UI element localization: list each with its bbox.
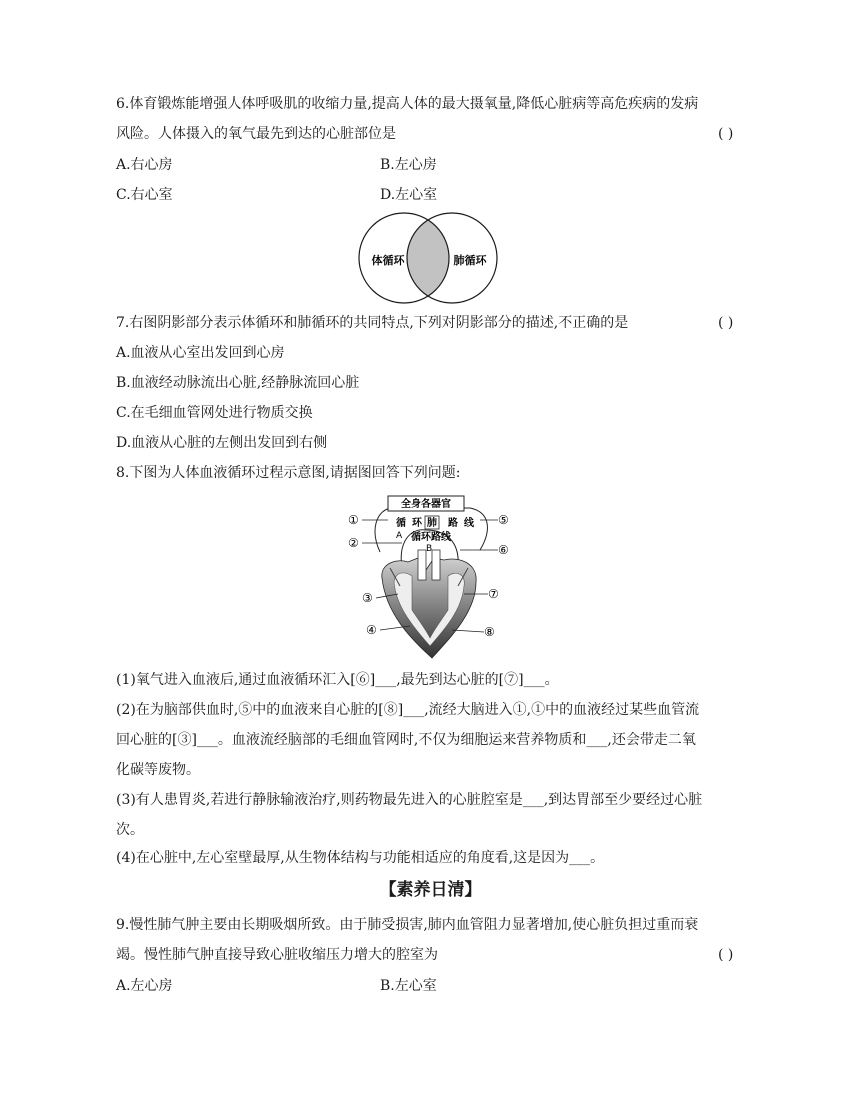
- q8-stem: 8.下图为人体血液循环过程示意图,请据图回答下列问题:: [116, 465, 461, 481]
- q6-stem-line1: 6.体育锻炼能增强人体呼吸肌的收缩力量,提高人体的最大摄氧量,降低心脏病等高危疾病的发病: [116, 96, 699, 112]
- marker-4: ④: [366, 623, 377, 637]
- q7-option-c: C.在毛细血管网处进行物质交换: [116, 405, 313, 421]
- q6-option-c: C.右心室: [116, 187, 173, 203]
- q6-option-d: D.左心室: [380, 187, 438, 203]
- q8-sub2-line3: 化碳等废物。: [116, 762, 200, 778]
- route-char-1: 循: [396, 518, 406, 529]
- q9-answer-paren: ( ): [718, 947, 734, 963]
- q9-stem-line2: 竭。慢性肺气肿直接导致心脏收缩压力增大的腔室为: [116, 947, 438, 963]
- q8-sub2-line1: (2)在为脑部供血时,⑤中的血液来自心脏的[⑧]___,流经大脑进入①,①中的血液经过某些血管流: [116, 702, 700, 718]
- marker-8: ⑧: [484, 625, 495, 639]
- q7-option-b: B.血液经动脉流出心脏,经静脉流回心脏: [116, 375, 360, 391]
- q8-sub3-line1: (3)有人患胃炎,若进行静脉输液治疗,则药物最先进入的心脏腔室是___,到达胃部至少要经过心脏: [116, 792, 703, 808]
- marker-2: ②: [348, 536, 359, 550]
- marker-3: ③: [362, 591, 373, 605]
- route-char-4: 线: [464, 518, 474, 529]
- aorta-vessel: [418, 550, 426, 580]
- q8-sub1: (1)氧气进入血液后,通过血液循环汇入[⑥]___,最先到达心脏的[⑦]___。: [116, 672, 559, 688]
- q9-option-a: A.左心房: [116, 978, 173, 994]
- q9-option-b: B.左心室: [380, 978, 437, 994]
- leader-8: [452, 630, 484, 632]
- q7-option-d: D.血液从心脏的左侧出发回到右侧: [116, 435, 328, 451]
- q6-answer-paren: ( ): [718, 126, 734, 142]
- venn-right-label: 肺循环: [453, 254, 487, 267]
- q9-stem-line1: 9.慢性肺气肿主要由长期吸烟所致。由于肺受损害,肺内血管阻力显著增加,使心脏负担过重而衰: [116, 917, 699, 933]
- q7-option-a: A.血液从心室出发回到心房: [116, 345, 285, 361]
- marker-1: ①: [348, 513, 359, 527]
- q8-sub3-line2: 次。: [116, 822, 144, 838]
- route-label-b: B: [426, 544, 433, 554]
- q6-option-a: A.右心房: [116, 157, 173, 173]
- q8-sub4: (4)在心脏中,左心室壁最厚,从生物体结构与功能相适应的角度看,这是因为___。: [116, 850, 605, 866]
- route-char-3: 路: [448, 518, 458, 529]
- pulmonary-vessel: [432, 550, 440, 580]
- route-lower-label: 循环路线: [411, 532, 451, 543]
- q7-stem: 7.右图阴影部分表示体循环和肺循环的共同特点,下列对阴影部分的描述,不正确的是: [116, 315, 629, 331]
- marker-6: ⑥: [498, 543, 509, 557]
- q6-stem-line2: 风险。人体摄入的氧气最先到达的心脏部位是: [116, 126, 396, 142]
- q8-sub2-line2: 回心脏的[③]___。血液流经脑部的毛细血管网时,不仅为细胞运来营养物质和___,还会带走二氧: [116, 732, 696, 748]
- organs-box-label: 全身各器官: [401, 499, 451, 510]
- lung-box-label: 肺: [427, 518, 437, 529]
- route-char-2: 环: [412, 518, 422, 529]
- route-label-a: A: [396, 531, 403, 541]
- section-title: 【素养日清】: [379, 880, 482, 900]
- marker-5: ⑤: [498, 513, 509, 527]
- marker-7: ⑦: [488, 587, 499, 601]
- venn-diagram: [350, 210, 506, 306]
- circulation-diagram: [340, 490, 520, 662]
- venn-left-label: 体循环: [371, 254, 405, 267]
- q7-answer-paren: ( ): [718, 315, 734, 331]
- q6-option-b: B.左心房: [380, 157, 437, 173]
